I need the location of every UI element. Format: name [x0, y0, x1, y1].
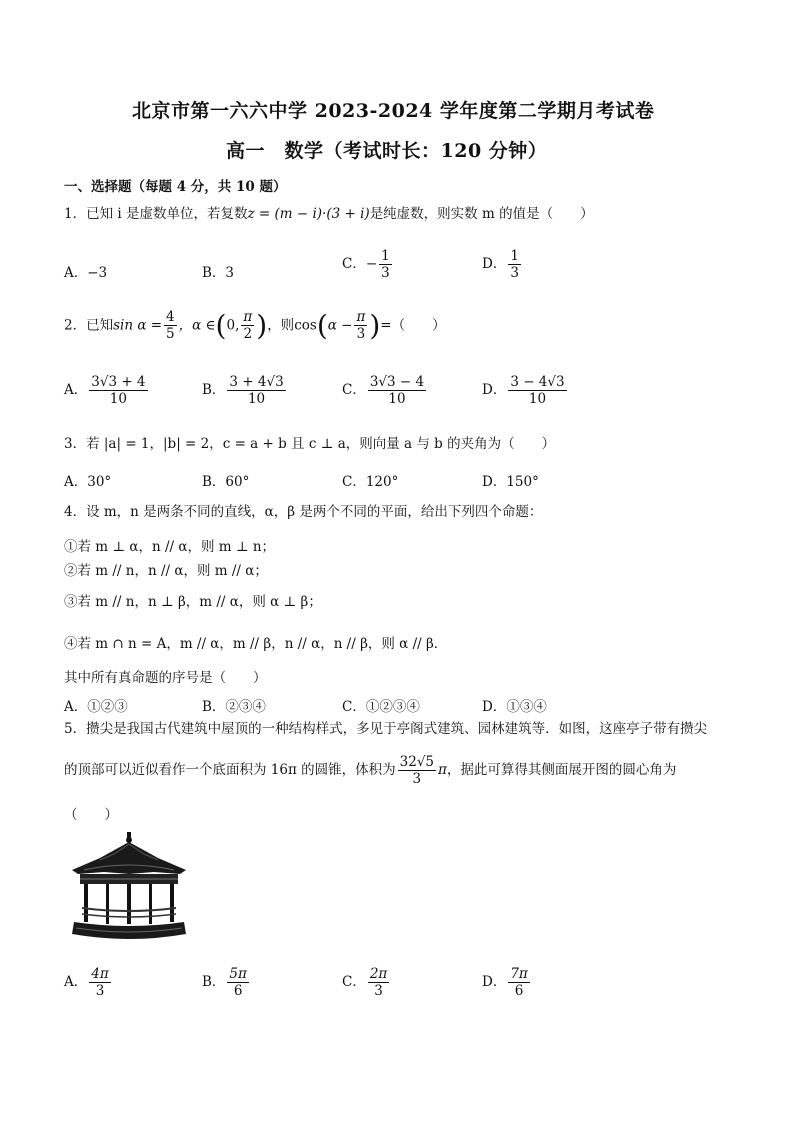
q4-ask: 其中所有真命题的序号是（ ）	[64, 670, 267, 686]
q2-option-c-fraction: $\frac{3√3 - 4}{10}$	[369, 374, 425, 408]
q5-option-c-label: C．	[342, 974, 366, 991]
q3-option-d[interactable]: D．150°	[482, 474, 539, 490]
q2-prefix: 2．已知	[64, 317, 114, 334]
q2-cos: cos	[294, 317, 317, 334]
q2-tail: =（ ）	[380, 317, 446, 334]
q4-proposition-2: ②若 m // n，n // α，则 m // α；	[64, 563, 268, 579]
q1-option-c-label: C．−	[342, 256, 378, 273]
q2-interval-zero: 0,	[226, 317, 240, 334]
q5-option-a[interactable]	[64, 966, 113, 999]
q4-option-c[interactable]: C．①②③④	[342, 699, 420, 715]
q4-proposition-1: ①若 m ⊥ α，n // α，则 m ⊥ n；	[64, 539, 276, 555]
q3-option-b[interactable]: B．60°	[202, 474, 250, 490]
q2-option-a-fraction: $\frac{3√3 + 4}{10}$	[91, 374, 146, 408]
pavilion-image	[64, 830, 194, 948]
q2-option-c-label: C．	[342, 382, 366, 399]
q5-option-b[interactable]	[202, 966, 251, 999]
question-4-stem: 4．设 m，n 是两条不同的直线，α，β 是两个不同的平面，给出下列四个命题：	[64, 504, 543, 520]
q5-volume-fraction: $\frac{32√5}{3}$	[399, 754, 435, 788]
q1-option-a[interactable]: A．−3	[64, 265, 108, 281]
q4-proposition-4: ④若 m ∩ n = A，m // α，m // β，n // α，n // β，则 α // β．	[64, 636, 448, 652]
q5-option-a-label: A．	[64, 974, 88, 991]
q5-option-c[interactable]	[342, 966, 391, 999]
q2-cos-alpha: α −	[327, 317, 353, 334]
q4-option-d[interactable]: D．①③④	[482, 699, 547, 715]
q1-suffix: 是纯虚数，则实数 m 的值是（ ）	[369, 206, 594, 222]
q2-option-d-fraction: $\frac{3 - 4√3}{10}$	[510, 374, 565, 408]
q5-volume-pi: π	[438, 762, 447, 779]
question-2-stem	[64, 309, 446, 343]
q2-cos-fraction: $\frac{\pi}{3}$	[356, 309, 366, 343]
q3-option-c[interactable]: C．120°	[342, 474, 399, 490]
question-3-stem: 3．若 |a| = 1，|b| = 2，c = a + b 且 c ⊥ a，则向量 a 与 b 的夹角为（ ）	[64, 436, 556, 452]
q2-cos-close: )	[369, 309, 381, 342]
q5-option-d-label: D．	[482, 974, 507, 991]
q2-interval-close: )	[256, 309, 268, 342]
q2-sin-fraction: $\frac{4}{5}$	[166, 309, 175, 343]
q4-option-a[interactable]: A．①②③	[64, 699, 128, 715]
q5-line2-b: ，据此可算得其侧面展开图的圆心角为	[446, 762, 677, 779]
q1-option-b[interactable]: B．3	[202, 265, 235, 281]
q2-option-c[interactable]	[342, 374, 428, 407]
question-5-line-3: （ ）	[64, 807, 118, 823]
q5-option-d-fraction: $\frac{7\pi}{6}$	[510, 966, 528, 1000]
q5-option-c-fraction: $\frac{2\pi}{3}$	[369, 966, 388, 1000]
q2-option-b[interactable]	[202, 374, 288, 407]
q5-line2-a: 的顶部可以近似看作一个底面积为 16π 的圆锥，体积为	[64, 762, 396, 779]
q4-option-b[interactable]: B．②③④	[202, 699, 266, 715]
q2-option-d-label: D．	[482, 382, 507, 399]
q1-option-d[interactable]	[482, 248, 523, 281]
q5-option-b-fraction: $\frac{5\pi}{6}$	[229, 966, 247, 1000]
section-heading: 一、选择题（每题 4 分，共 10 题）	[64, 179, 287, 195]
q1-option-d-fraction: $\frac{1}{3}$	[510, 248, 519, 282]
q2-option-a-label: A．	[64, 382, 88, 399]
q2-option-d[interactable]	[482, 374, 569, 407]
q2-sin: sin α =	[113, 317, 163, 334]
q1-prefix: 1．已知 i 是虚数单位，若复数	[64, 206, 248, 222]
q3-option-a[interactable]: A．30°	[64, 474, 112, 490]
q2-then: ，则	[267, 317, 295, 334]
q1-option-d-label: D．	[482, 256, 507, 273]
q4-proposition-3: ③若 m // n，n ⊥ β，m // α，则 α ⊥ β；	[64, 594, 322, 610]
q5-option-d[interactable]	[482, 966, 532, 999]
question-1-stem	[64, 206, 594, 222]
q2-option-a[interactable]	[64, 374, 150, 407]
q1-expression: z = (m − i)·(3 + i)	[247, 206, 370, 222]
q2-option-b-fraction: $\frac{3 + 4√3}{10}$	[229, 374, 284, 408]
q2-interval-fraction: $\frac{\pi}{2}$	[243, 309, 253, 343]
exam-subtitle: 高一 数学（考试时长：120 分钟）	[226, 140, 548, 162]
q2-cos-open: (	[316, 309, 328, 342]
question-5-line-1: 5．攒尖是我国古代建筑中屋顶的一种结构样式，多见于亭阁式建筑、园林建筑等．如图，这座亭子带有攒尖	[64, 721, 708, 737]
q2-option-b-label: B．	[202, 382, 226, 399]
exam-title: 北京市第一六六中学 2023-2024 学年度第二学期月考试卷	[132, 100, 655, 122]
q2-interval-open: (	[215, 309, 227, 342]
q1-option-c[interactable]	[342, 248, 394, 281]
q5-option-b-label: B．	[202, 974, 226, 991]
q5-option-a-fraction: $\frac{4\pi}{3}$	[91, 966, 109, 1000]
question-5-line-2	[64, 754, 676, 787]
q1-option-c-fraction: $\frac{1}{3}$	[381, 248, 390, 282]
q2-alpha-in: ，α ∈	[178, 317, 216, 334]
